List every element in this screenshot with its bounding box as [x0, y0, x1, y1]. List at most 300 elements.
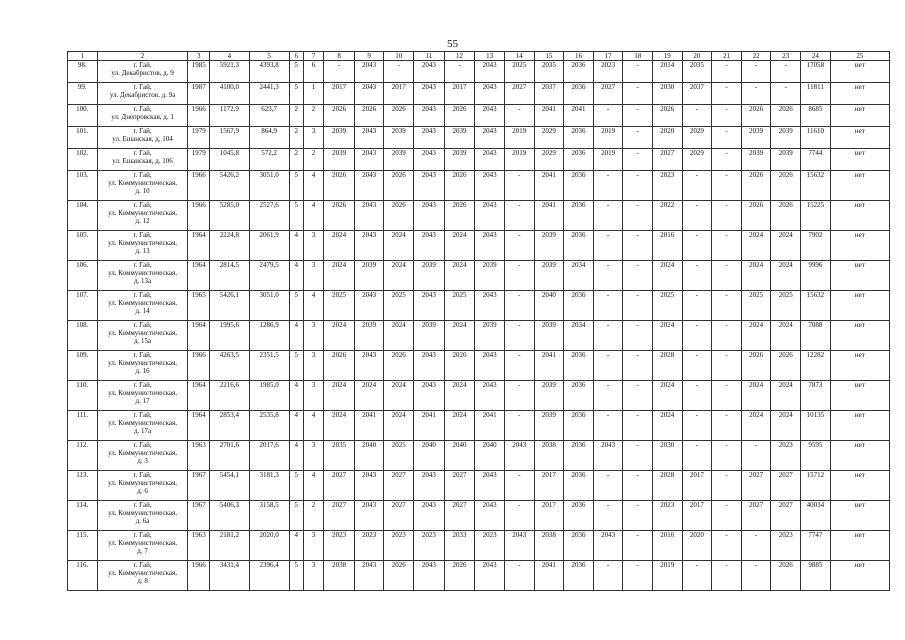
row-number: 115. [68, 531, 98, 561]
data-cell: - [623, 127, 653, 149]
data-cell: 2020 [682, 531, 712, 561]
row-number: 98. [68, 61, 98, 83]
data-cell: 2027 [444, 471, 475, 501]
table-row [68, 61, 890, 83]
data-cell: 5 [289, 61, 303, 83]
row-number: 108. [68, 321, 98, 351]
data-cell: 2043 [414, 105, 445, 127]
address-cell [97, 441, 188, 471]
address-line: г. Гай, [133, 149, 152, 157]
data-cell: 2038 [534, 441, 564, 471]
data-cell: 5 [289, 83, 303, 105]
address-line: ул. Днепровская, д. 1 [111, 113, 174, 121]
data-cell: - [593, 381, 623, 411]
data-cell: - [682, 231, 712, 261]
data-cell: 3 [303, 561, 323, 591]
data-cell: 9885 [801, 561, 831, 591]
data-cell: - [623, 61, 653, 83]
address-line: ул. Коммунистическая, [108, 209, 177, 217]
column-number: 22 [741, 52, 771, 61]
data-cell: 9996 [801, 261, 831, 291]
data-cell: 2036 [564, 149, 594, 171]
data-cell: 7873 [801, 381, 831, 411]
column-number: 20 [682, 52, 712, 61]
data-cell: 2043 [414, 231, 445, 261]
data-cell: 5454,1 [209, 471, 249, 501]
data-cell: 2023 [384, 531, 414, 561]
data-cell: 2027 [384, 501, 414, 531]
data-cell: 2039 [534, 321, 564, 351]
address-line: ул. Коммунистическая, [108, 179, 177, 187]
data-cell: - [682, 291, 712, 321]
data-cell: - [623, 83, 653, 105]
data-cell: 2030 [653, 83, 683, 105]
data-cell: 2038 [324, 561, 355, 591]
data-cell: - [623, 531, 653, 561]
data-cell: 2027 [653, 149, 683, 171]
data-cell: 2043 [414, 127, 445, 149]
data-cell: 2027 [324, 471, 355, 501]
data-cell: 2043 [414, 291, 445, 321]
data-cell: 2020,0 [249, 531, 289, 561]
data-cell: 2019 [504, 149, 534, 171]
address-cell [97, 531, 188, 561]
data-cell: - [682, 201, 712, 231]
data-cell: - [682, 561, 712, 591]
data-cell: 1985,0 [249, 381, 289, 411]
data-cell: 2039 [534, 231, 564, 261]
data-cell: 2041 [534, 201, 564, 231]
data-cell: 4 [303, 411, 323, 441]
column-number-row [68, 52, 890, 61]
data-cell: - [712, 261, 742, 291]
data-cell: 1995,6 [209, 321, 249, 351]
data-cell: 2023 [653, 501, 683, 531]
data-cell: - [504, 351, 534, 381]
column-number: 12 [444, 52, 475, 61]
data-cell: 2043 [354, 83, 384, 105]
data-cell: 2043 [475, 231, 505, 261]
data-cell: 2043 [475, 83, 505, 105]
data-cell: - [504, 231, 534, 261]
data-cell: 2043 [414, 61, 445, 83]
data-cell: - [593, 171, 623, 201]
data-cell: 1966 [188, 351, 209, 381]
data-cell: 2025 [771, 291, 801, 321]
data-cell: нет [830, 321, 889, 351]
data-cell: 2043 [354, 127, 384, 149]
data-cell: 2039 [534, 411, 564, 441]
data-cell: 2027 [504, 83, 534, 105]
data-cell: 2024 [444, 231, 475, 261]
address-line: ул. Коммунистическая, [108, 449, 177, 457]
data-cell: 2039 [771, 127, 801, 149]
data-cell: 2017 [444, 83, 475, 105]
data-cell: 2043 [354, 149, 384, 171]
row-number: 105. [68, 231, 98, 261]
data-cell: 3 [303, 381, 323, 411]
data-cell: 3181,3 [249, 471, 289, 501]
address-line: г. Гай, [133, 83, 152, 91]
data-cell: 1964 [188, 321, 209, 351]
data-cell: 2037 [682, 83, 712, 105]
column-number: 8 [324, 52, 355, 61]
data-cell: 2026 [384, 171, 414, 201]
column-number: 1 [68, 52, 98, 61]
data-cell: 2026 [324, 171, 355, 201]
data-cell: 2026 [384, 561, 414, 591]
data-cell: 2024 [771, 231, 801, 261]
data-cell: 2 [303, 149, 323, 171]
data-cell: нет [830, 127, 889, 149]
data-cell: 3 [303, 441, 323, 471]
column-number: 16 [564, 52, 594, 61]
housing-register-table [67, 51, 890, 591]
data-cell: 2701,6 [209, 441, 249, 471]
address-cell [97, 149, 188, 171]
data-cell: 1964 [188, 411, 209, 441]
address-line: г. Гай, [133, 61, 152, 69]
data-cell: 2039 [384, 127, 414, 149]
table-row [68, 83, 890, 105]
row-number: 109. [68, 351, 98, 381]
data-cell: нет [830, 351, 889, 381]
data-cell: - [712, 381, 742, 411]
data-cell: 2853,4 [209, 411, 249, 441]
data-cell: 7902 [801, 231, 831, 261]
data-cell: 2024 [771, 321, 801, 351]
address-cell [97, 261, 188, 291]
data-cell: - [712, 321, 742, 351]
data-cell: 2351,5 [249, 351, 289, 381]
table-row [68, 471, 890, 501]
data-cell: 2017 [324, 83, 355, 105]
address-line: д. 10 [135, 187, 150, 195]
data-cell: 1964 [188, 231, 209, 261]
data-cell: 3051,0 [249, 291, 289, 321]
table-row [68, 261, 890, 291]
data-cell: 2039 [354, 261, 384, 291]
address-line: д. 16 [135, 367, 150, 375]
data-cell: 2023 [771, 531, 801, 561]
data-cell: 2396,4 [249, 561, 289, 591]
data-cell: 2027 [384, 471, 414, 501]
data-cell: 2036 [564, 381, 594, 411]
data-cell: 2039 [771, 149, 801, 171]
data-cell: 1987 [188, 83, 209, 105]
column-number: 21 [712, 52, 742, 61]
data-cell: 2043 [414, 561, 445, 591]
data-cell: 2039 [444, 149, 475, 171]
data-cell: 1966 [188, 105, 209, 127]
table-row [68, 501, 890, 531]
data-cell: 2043 [475, 105, 505, 127]
address-cell [97, 83, 188, 105]
address-cell [97, 291, 188, 321]
row-number: 101. [68, 127, 98, 149]
data-cell: 2024 [741, 231, 771, 261]
address-line: ул. Декабристов, д. 9а [109, 91, 176, 99]
data-cell: - [682, 261, 712, 291]
data-cell: - [712, 231, 742, 261]
address-line: г. Гай, [133, 171, 152, 179]
address-line: ул. Коммунистическая, [108, 329, 177, 337]
address-line: д. 13а [133, 277, 152, 285]
data-cell: 11610 [801, 127, 831, 149]
data-cell: 1964 [188, 261, 209, 291]
data-cell: 2017 [384, 83, 414, 105]
data-cell: 2025 [324, 291, 355, 321]
data-cell: 2 [289, 105, 303, 127]
data-cell: - [771, 61, 801, 83]
data-cell: 2043 [475, 291, 505, 321]
data-cell: - [741, 531, 771, 561]
address-line: ул. Коммунистическая, [108, 239, 177, 247]
data-cell: 2041 [414, 411, 445, 441]
data-cell: 2040 [354, 441, 384, 471]
data-cell: 2043 [414, 83, 445, 105]
data-cell: - [593, 561, 623, 591]
data-cell: 2014 [653, 61, 683, 83]
address-line: д. 7 [137, 547, 148, 555]
data-cell: нет [830, 201, 889, 231]
data-cell: 2040 [475, 441, 505, 471]
table-row [68, 441, 890, 471]
address-cell [97, 351, 188, 381]
data-cell: 2024 [771, 381, 801, 411]
data-cell: 1963 [188, 531, 209, 561]
address-line: г. Гай, [133, 471, 152, 479]
data-cell: - [593, 411, 623, 441]
data-cell: 1567,9 [209, 127, 249, 149]
data-cell: 2024 [771, 261, 801, 291]
data-cell: 2026 [741, 171, 771, 201]
data-cell: 2023 [593, 61, 623, 83]
data-cell: 2017 [534, 501, 564, 531]
data-cell: 2043 [354, 291, 384, 321]
data-cell: 4 [289, 531, 303, 561]
address-line: д. 8 [137, 577, 148, 585]
data-cell: 2027 [741, 501, 771, 531]
address-cell [97, 171, 188, 201]
data-cell: 2026 [324, 105, 355, 127]
data-cell: 2036 [564, 231, 594, 261]
address-line: г. Гай, [133, 381, 152, 389]
data-cell: - [623, 501, 653, 531]
table-row [68, 127, 890, 149]
address-line: ул. Коммунистическая, [108, 569, 177, 577]
data-cell: 2023 [475, 531, 505, 561]
table-row [68, 149, 890, 171]
data-cell: 2035 [682, 61, 712, 83]
data-cell: 4 [289, 321, 303, 351]
data-cell: - [593, 351, 623, 381]
data-cell: 2043 [504, 441, 534, 471]
data-cell: 2043 [414, 201, 445, 231]
data-cell: 2024 [324, 321, 355, 351]
data-cell: - [712, 291, 742, 321]
data-cell: 2 [303, 105, 323, 127]
column-number: 15 [534, 52, 564, 61]
data-cell: 2041 [534, 105, 564, 127]
data-cell: - [712, 83, 742, 105]
address-line: д. 14 [135, 307, 150, 315]
data-cell: 2039 [324, 127, 355, 149]
data-cell: 2036 [564, 61, 594, 83]
address-line: ул. Коммунистическая, [108, 359, 177, 367]
data-cell: 2017 [682, 501, 712, 531]
address-line: г. Гай, [133, 411, 152, 419]
data-cell: 2019 [593, 127, 623, 149]
address-line: ул. Коммунистическая, [108, 509, 177, 517]
data-cell: 2024 [354, 381, 384, 411]
data-cell: 2024 [324, 231, 355, 261]
row-number: 116. [68, 561, 98, 591]
data-cell: 2025 [384, 441, 414, 471]
data-cell: 2024 [444, 411, 475, 441]
data-cell: 40034 [801, 501, 831, 531]
data-cell: - [623, 261, 653, 291]
data-cell: 2041 [534, 171, 564, 201]
data-cell: 2043 [354, 171, 384, 201]
data-cell: 2026 [444, 351, 475, 381]
data-cell: - [623, 471, 653, 501]
data-cell: нет [830, 149, 889, 171]
data-cell: 2026 [653, 105, 683, 127]
data-cell: 4 [303, 471, 323, 501]
data-cell: - [623, 231, 653, 261]
data-cell: 2025 [741, 291, 771, 321]
data-cell: 2026 [771, 351, 801, 381]
data-cell: 2017 [534, 471, 564, 501]
data-cell: - [712, 149, 742, 171]
column-number: 9 [354, 52, 384, 61]
data-cell: 2024 [444, 261, 475, 291]
address-line: ул. Коммунистическая, [108, 299, 177, 307]
data-cell: 2043 [414, 351, 445, 381]
data-cell: 4 [303, 171, 323, 201]
data-cell: нет [830, 501, 889, 531]
address-line: д. 13 [135, 247, 150, 255]
address-line: ул. Коммунистическая, [108, 419, 177, 427]
data-cell: 2033 [444, 531, 475, 561]
data-cell: 5921,3 [209, 61, 249, 83]
data-cell: 3051,0 [249, 171, 289, 201]
data-cell: - [741, 61, 771, 83]
data-cell: 2039 [354, 321, 384, 351]
data-cell: 2036 [564, 531, 594, 561]
data-cell: 1967 [188, 501, 209, 531]
address-cell [97, 61, 188, 83]
column-number: 4 [209, 52, 249, 61]
data-cell: - [712, 441, 742, 471]
address-line: г. Гай, [133, 561, 152, 569]
data-cell: 2034 [564, 261, 594, 291]
data-cell: - [712, 501, 742, 531]
data-cell: 2026 [771, 561, 801, 591]
data-cell: 7747 [801, 531, 831, 561]
data-cell: 2043 [475, 127, 505, 149]
address-line: г. Гай, [133, 127, 152, 135]
data-cell: 2479,5 [249, 261, 289, 291]
data-cell: - [712, 471, 742, 501]
data-cell: 1172,9 [209, 105, 249, 127]
data-cell: 2024 [384, 381, 414, 411]
row-number: 114. [68, 501, 98, 531]
data-cell: 5426,1 [209, 291, 249, 321]
data-cell: 2527,6 [249, 201, 289, 231]
data-cell: 2043 [475, 381, 505, 411]
column-number: 17 [593, 52, 623, 61]
data-cell: 4 [289, 261, 303, 291]
data-cell: 2025 [384, 291, 414, 321]
data-cell: 2016 [653, 231, 683, 261]
data-cell: 2043 [354, 201, 384, 231]
data-cell: 2025 [504, 61, 534, 83]
data-cell: 2043 [354, 61, 384, 83]
column-number: 6 [289, 52, 303, 61]
address-line: ул. Ешанская, д. 106 [112, 157, 173, 165]
data-cell: - [682, 441, 712, 471]
address-cell [97, 105, 188, 127]
data-cell: 2024 [324, 411, 355, 441]
data-cell: 2 [289, 127, 303, 149]
page-number: 55 [447, 38, 458, 50]
address-line: д. 6 [137, 487, 148, 495]
data-cell: 5 [289, 471, 303, 501]
data-cell: - [623, 149, 653, 171]
data-cell: 2535,8 [249, 411, 289, 441]
data-cell: 7744 [801, 149, 831, 171]
data-cell: нет [830, 561, 889, 591]
data-cell: 1964 [188, 381, 209, 411]
data-cell: 2039 [414, 261, 445, 291]
data-cell: 2043 [593, 441, 623, 471]
data-cell: 4393,8 [249, 61, 289, 83]
data-cell: 2026 [384, 201, 414, 231]
data-cell: 2037 [534, 83, 564, 105]
data-cell: 2030 [653, 441, 683, 471]
data-cell: 2026 [741, 105, 771, 127]
table-row [68, 411, 890, 441]
column-number: 11 [414, 52, 445, 61]
data-cell: 5426,2 [209, 171, 249, 201]
data-cell: 2017,6 [249, 441, 289, 471]
data-cell: 2043 [354, 561, 384, 591]
table-row [68, 105, 890, 127]
data-cell: 2043 [414, 171, 445, 201]
data-cell: - [593, 201, 623, 231]
data-cell: - [712, 351, 742, 381]
data-cell: 4 [303, 201, 323, 231]
data-cell: - [593, 501, 623, 531]
data-cell: 4263,5 [209, 351, 249, 381]
row-number: 107. [68, 291, 98, 321]
data-cell: - [682, 171, 712, 201]
data-cell: 2036 [564, 441, 594, 471]
data-cell: 2043 [475, 471, 505, 501]
address-line: д. 15а [133, 337, 152, 345]
data-cell: 17058 [801, 61, 831, 83]
address-line: ул. Коммунистическая, [108, 479, 177, 487]
data-cell: 2024 [444, 381, 475, 411]
data-cell: - [593, 291, 623, 321]
data-cell: 2043 [475, 501, 505, 531]
address-line: ул. Декабристов, д. 9 [111, 69, 174, 77]
address-line: д. 17а [133, 427, 152, 435]
address-line: г. Гай, [133, 261, 152, 269]
data-cell: 2022 [653, 201, 683, 231]
